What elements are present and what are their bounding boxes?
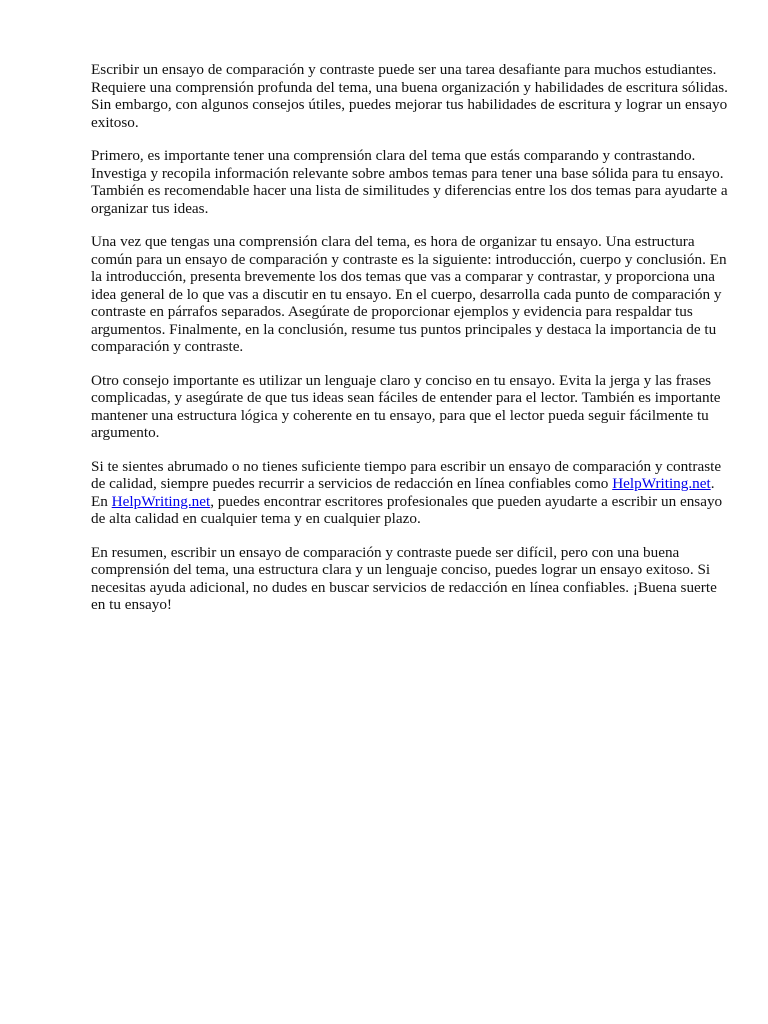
paragraph-intro: Escribir un ensayo de comparación y contraste puede ser una tarea desafiante para muchos estudiantes. Requiere una comprensión profunda del tema, una buena organización y habilidades de escritura sólidas. Sin embargo, con algunos consejos útiles, puedes mejorar tus habilidades de escritura y lograr un ensayo exitoso. bbox=[91, 61, 728, 131]
services-text-before: Si te sientes abrumado o no tienes suficiente tiempo para escribir un ensayo de comparación y contraste de calidad, siempre puedes recurrir a servicios de redacción en línea confiables como bbox=[91, 457, 722, 492]
helpwriting-link-2[interactable]: HelpWriting.net bbox=[111, 492, 211, 510]
paragraph-understanding: Primero, es importante tener una comprensión clara del tema que estás comparando y contrastando. Investiga y recopila información relevante sobre ambos temas para tener una base sólida para tu ensayo. También es recomendable hacer una lista de similitudes y diferencias entre los dos temas para ayudarte a organizar tus ideas. bbox=[91, 147, 728, 217]
paragraph-services bbox=[91, 458, 731, 528]
services-text-middle: . En bbox=[91, 475, 715, 510]
helpwriting-link-1[interactable]: HelpWriting.net bbox=[612, 475, 711, 492]
paragraph-structure: Una vez que tengas una comprensión clara del tema, es hora de organizar tu ensayo. Una estructura común para un ensayo de comparación y contraste es la siguiente: introducción, cuerpo y conclusión. En la introducción, presenta brevemente los dos temas que vas a comparar y contrastar, y proporciona una idea general de lo que vas a discutir en tu ensayo. En el cuerpo, desarrolla cada punto de comparación y contraste en párrafos separados. Asegúrate de proporcionar ejemplos y evidencia para respaldar tus argumentos. Finalmente, en la conclusión, resume tus puntos principales y destaca la importancia de tu comparación y contraste. bbox=[91, 233, 727, 355]
document-page bbox=[91, 61, 731, 630]
paragraph-language: Otro consejo importante es utilizar un lenguaje claro y conciso en tu ensayo. Evita la jerga y las frases complicadas, y asegúrate de que tus ideas sean fáciles de entender para el lector. También es importante mantener una estructura lógica y coherente en tu ensayo, para que el lector pueda seguir fácilmente tu argumento. bbox=[91, 371, 721, 441]
paragraph-summary: En resumen, escribir un ensayo de comparación y contraste puede ser difícil, pero con una buena comprensión del tema, una estructura clara y un lenguaje conciso, puedes lograr un ensayo exitoso. Si necesitas ayuda adicional, no dudes en buscar servicios de redacción en línea confiables. ¡Buena suerte en tu ensayo! bbox=[91, 543, 717, 613]
services-text-after: , puedes encontrar escritores profesionales que pueden ayudarte a escribir un ensayo de alta calidad en cualquier tema y en cualquier plazo. bbox=[91, 492, 723, 527]
